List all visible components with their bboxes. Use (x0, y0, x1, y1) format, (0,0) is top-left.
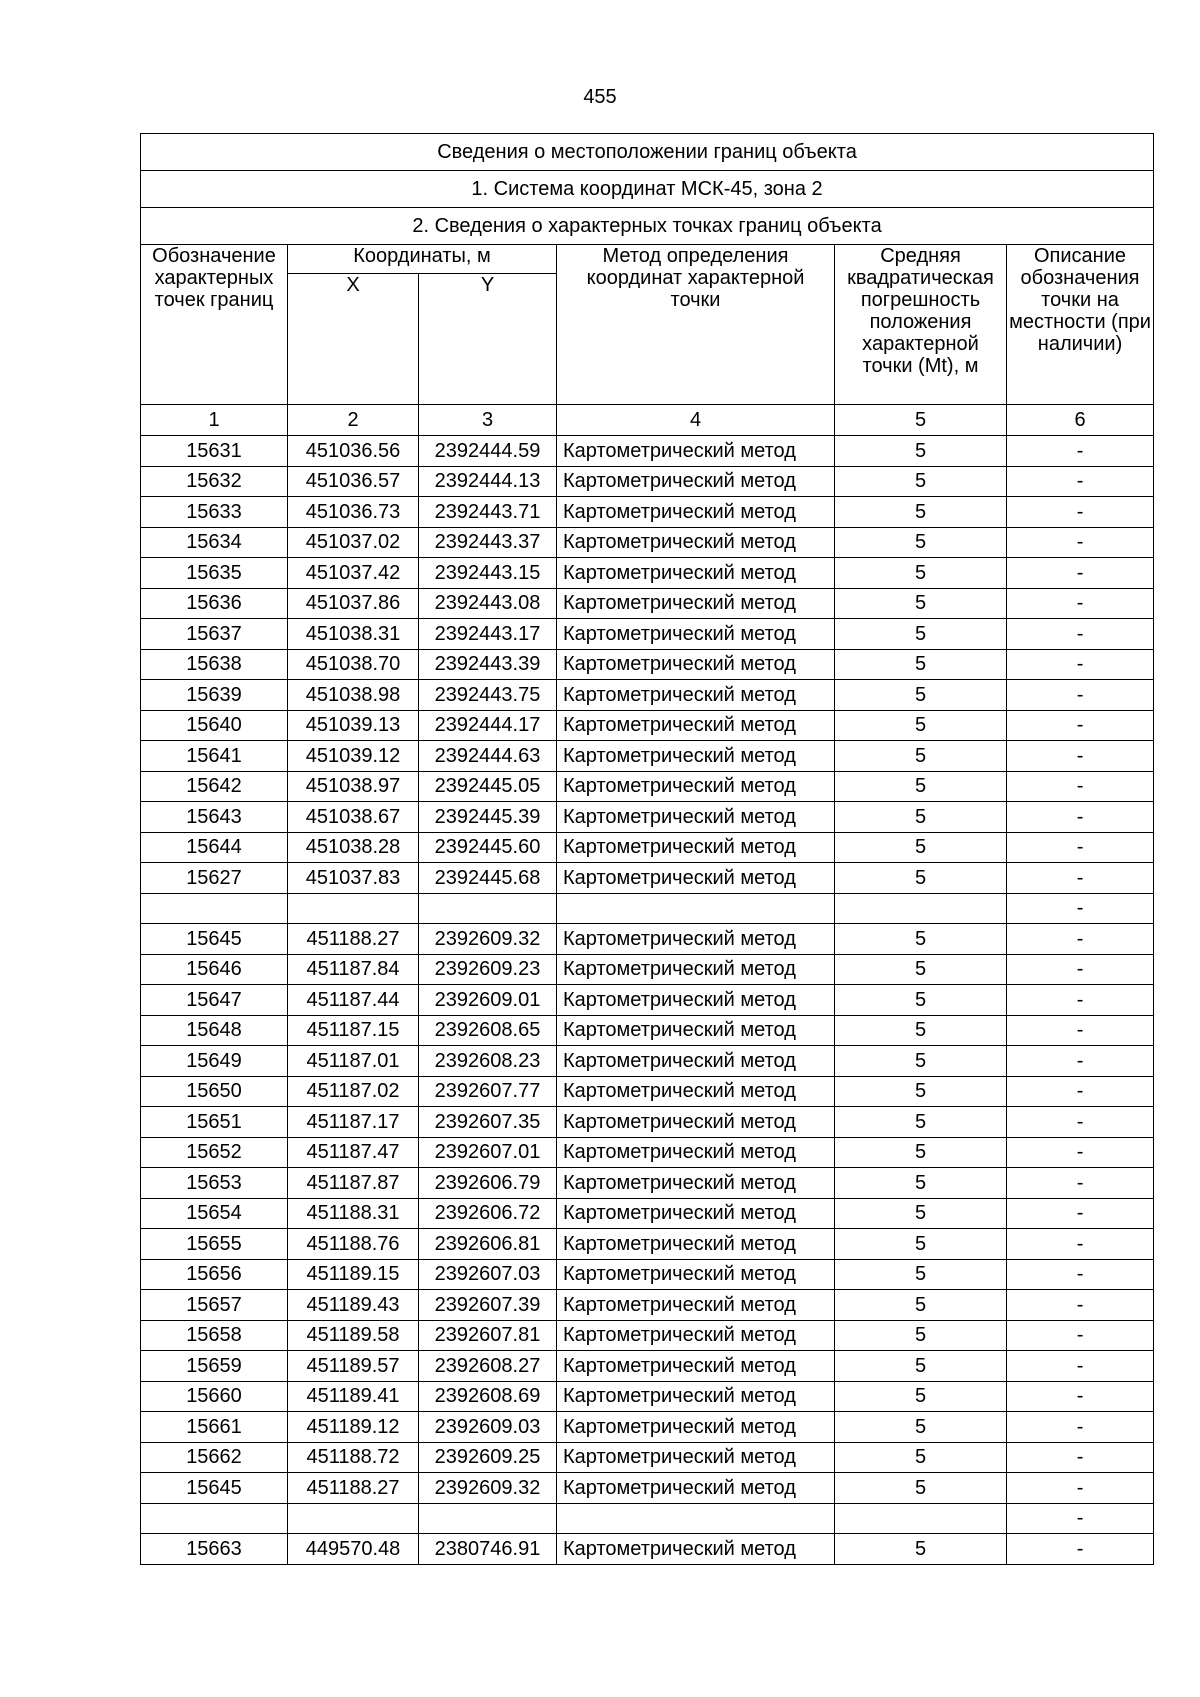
table-row (141, 1412, 1154, 1443)
point-designation: 15660 (141, 1381, 288, 1412)
page-number: 455 (583, 86, 617, 108)
error-mt: 5 (835, 619, 1007, 650)
coord-y: 2392443.39 (419, 649, 557, 680)
table-row (141, 649, 1154, 680)
description: - (1007, 588, 1154, 619)
point-designation: 15661 (141, 1412, 288, 1443)
table-row (141, 1259, 1154, 1290)
coord-y: 2392609.32 (419, 1473, 557, 1504)
coord-x: 451038.67 (288, 802, 419, 833)
error-mt: 5 (835, 832, 1007, 863)
table-row (141, 1442, 1154, 1473)
method: Картометрический метод (557, 863, 835, 894)
table-row (141, 1137, 1154, 1168)
method: Картометрический метод (557, 527, 835, 558)
coord-y: 2392607.03 (419, 1259, 557, 1290)
header-y: Y (419, 274, 557, 405)
column-number: 4 (557, 405, 835, 436)
description: - (1007, 893, 1154, 924)
coord-y: 2392608.69 (419, 1381, 557, 1412)
coord-x: 451189.57 (288, 1351, 419, 1382)
coord-x: 451188.27 (288, 924, 419, 955)
description: - (1007, 802, 1154, 833)
point-designation: 15646 (141, 954, 288, 985)
table-row (141, 1473, 1154, 1504)
point-designation: 15640 (141, 710, 288, 741)
point-designation: 15650 (141, 1076, 288, 1107)
description: - (1007, 1442, 1154, 1473)
description: - (1007, 1381, 1154, 1412)
coord-x: 451187.01 (288, 1046, 419, 1077)
header-designation: Обозначение характерных точек границ (141, 245, 288, 405)
table-title: Сведения о местоположении границ объекта (141, 134, 1154, 171)
coord-x: 451038.70 (288, 649, 419, 680)
error-mt: 5 (835, 1351, 1007, 1382)
point-designation: 15655 (141, 1229, 288, 1260)
point-designation: 15636 (141, 588, 288, 619)
table-row (141, 436, 1154, 467)
method: Картометрический метод (557, 1473, 835, 1504)
error-mt: 5 (835, 771, 1007, 802)
coord-y: 2392444.63 (419, 741, 557, 772)
coord-y: 2392607.01 (419, 1137, 557, 1168)
coord-y: 2392443.17 (419, 619, 557, 650)
table-row (141, 924, 1154, 955)
description: - (1007, 497, 1154, 528)
error-mt: 5 (835, 985, 1007, 1016)
method: Картометрический метод (557, 1107, 835, 1138)
coord-y: 2392609.03 (419, 1412, 557, 1443)
coord-x: 451189.43 (288, 1290, 419, 1321)
table-row (141, 588, 1154, 619)
error-mt: 5 (835, 954, 1007, 985)
error-mt: 5 (835, 1137, 1007, 1168)
method: Картометрический метод (557, 1290, 835, 1321)
table-row (141, 1015, 1154, 1046)
points-section-title: 2. Сведения о характерных точках границ объекта (141, 208, 1154, 245)
coord-y: 2392608.23 (419, 1046, 557, 1077)
description: - (1007, 558, 1154, 589)
coord-y: 2392444.59 (419, 436, 557, 467)
coord-x (288, 893, 419, 924)
point-designation: 15658 (141, 1320, 288, 1351)
column-number: 2 (288, 405, 419, 436)
error-mt: 5 (835, 1046, 1007, 1077)
coord-y: 2392445.39 (419, 802, 557, 833)
method: Картометрический метод (557, 1076, 835, 1107)
error-mt: 5 (835, 741, 1007, 772)
coord-y: 2392609.32 (419, 924, 557, 955)
point-designation: 15641 (141, 741, 288, 772)
coord-y: 2392607.81 (419, 1320, 557, 1351)
coord-y: 2392607.35 (419, 1107, 557, 1138)
coord-x: 451187.17 (288, 1107, 419, 1138)
description: - (1007, 1503, 1154, 1534)
header-error: Средняя квадратическая погрешность положения характерной точки (Mt), м (835, 245, 1007, 405)
description: - (1007, 1320, 1154, 1351)
coord-x: 451188.76 (288, 1229, 419, 1260)
method (557, 1503, 835, 1534)
error-mt: 5 (835, 710, 1007, 741)
description: - (1007, 1412, 1154, 1443)
error-mt: 5 (835, 1473, 1007, 1504)
method (557, 893, 835, 924)
coord-x: 451038.98 (288, 680, 419, 711)
coord-y: 2392443.15 (419, 558, 557, 589)
coord-x (288, 1503, 419, 1534)
header-coordinates: Координаты, м (288, 245, 557, 274)
description: - (1007, 1137, 1154, 1168)
method: Картометрический метод (557, 1229, 835, 1260)
coord-y: 2392607.77 (419, 1076, 557, 1107)
description: - (1007, 1290, 1154, 1321)
point-designation: 15653 (141, 1168, 288, 1199)
coord-y: 2392444.17 (419, 710, 557, 741)
coord-x: 451188.31 (288, 1198, 419, 1229)
coord-x: 449570.48 (288, 1534, 419, 1565)
description: - (1007, 1534, 1154, 1565)
point-designation: 15637 (141, 619, 288, 650)
coord-x: 451037.83 (288, 863, 419, 894)
point-designation: 15651 (141, 1107, 288, 1138)
table-row (141, 466, 1154, 497)
error-mt: 5 (835, 1442, 1007, 1473)
coord-x: 451039.12 (288, 741, 419, 772)
column-number: 1 (141, 405, 288, 436)
table-row (141, 1229, 1154, 1260)
method: Картометрический метод (557, 680, 835, 711)
coord-x: 451188.27 (288, 1473, 419, 1504)
coord-x: 451189.41 (288, 1381, 419, 1412)
table-row (141, 1503, 1154, 1534)
error-mt: 5 (835, 1076, 1007, 1107)
coord-x: 451187.15 (288, 1015, 419, 1046)
error-mt: 5 (835, 863, 1007, 894)
point-designation: 15656 (141, 1259, 288, 1290)
column-number: 5 (835, 405, 1007, 436)
point-designation: 15645 (141, 1473, 288, 1504)
description: - (1007, 863, 1154, 894)
table-row (141, 558, 1154, 589)
column-number-row (141, 405, 1154, 436)
description: - (1007, 1168, 1154, 1199)
description: - (1007, 1046, 1154, 1077)
method: Картометрический метод (557, 1015, 835, 1046)
description: - (1007, 832, 1154, 863)
coord-x: 451189.15 (288, 1259, 419, 1290)
coord-y: 2392443.37 (419, 527, 557, 558)
table-row (141, 1046, 1154, 1077)
error-mt: 5 (835, 1412, 1007, 1443)
coord-y: 2392445.05 (419, 771, 557, 802)
method: Картометрический метод (557, 832, 835, 863)
coord-y (419, 1503, 557, 1534)
coord-y: 2392609.23 (419, 954, 557, 985)
table-row (141, 710, 1154, 741)
method: Картометрический метод (557, 1046, 835, 1077)
method: Картометрический метод (557, 1412, 835, 1443)
table-row (141, 619, 1154, 650)
column-number: 6 (1007, 405, 1154, 436)
table-row (141, 527, 1154, 558)
coord-y: 2392444.13 (419, 466, 557, 497)
description: - (1007, 1229, 1154, 1260)
method: Картометрический метод (557, 954, 835, 985)
error-mt: 5 (835, 1534, 1007, 1565)
coord-y: 2392443.08 (419, 588, 557, 619)
error-mt: 5 (835, 1229, 1007, 1260)
table-row (141, 893, 1154, 924)
coord-y: 2392608.65 (419, 1015, 557, 1046)
description: - (1007, 741, 1154, 772)
point-designation: 15652 (141, 1137, 288, 1168)
point-designation (141, 893, 288, 924)
point-designation: 15663 (141, 1534, 288, 1565)
table-row (141, 741, 1154, 772)
column-number: 3 (419, 405, 557, 436)
description: - (1007, 680, 1154, 711)
point-designation: 15635 (141, 558, 288, 589)
coord-x: 451036.73 (288, 497, 419, 528)
point-designation: 15645 (141, 924, 288, 955)
method: Картометрический метод (557, 1351, 835, 1382)
description: - (1007, 1473, 1154, 1504)
coord-x: 451187.87 (288, 1168, 419, 1199)
method: Картометрический метод (557, 985, 835, 1016)
point-designation: 15647 (141, 985, 288, 1016)
point-designation: 15643 (141, 802, 288, 833)
table-row (141, 1381, 1154, 1412)
table-row (141, 802, 1154, 833)
method: Картометрический метод (557, 619, 835, 650)
error-mt: 5 (835, 1198, 1007, 1229)
method: Картометрический метод (557, 1168, 835, 1199)
point-designation: 15633 (141, 497, 288, 528)
table-subtitle-row (141, 208, 1154, 245)
point-designation: 15639 (141, 680, 288, 711)
table-row (141, 1320, 1154, 1351)
coord-y: 2392607.39 (419, 1290, 557, 1321)
point-designation: 15649 (141, 1046, 288, 1077)
description: - (1007, 436, 1154, 467)
description: - (1007, 985, 1154, 1016)
header-description: Описание обозначения точки на местности (при наличии) (1007, 245, 1154, 405)
table-row (141, 680, 1154, 711)
point-designation: 15654 (141, 1198, 288, 1229)
error-mt: 5 (835, 497, 1007, 528)
error-mt: 5 (835, 680, 1007, 711)
coord-y: 2392608.27 (419, 1351, 557, 1382)
error-mt: 5 (835, 924, 1007, 955)
coord-x: 451038.28 (288, 832, 419, 863)
table-row (141, 1534, 1154, 1565)
method: Картометрический метод (557, 710, 835, 741)
table-row (141, 832, 1154, 863)
description: - (1007, 924, 1154, 955)
description: - (1007, 710, 1154, 741)
description: - (1007, 1198, 1154, 1229)
point-designation (141, 1503, 288, 1534)
table-row (141, 1168, 1154, 1199)
coord-x: 451189.12 (288, 1412, 419, 1443)
point-designation: 15638 (141, 649, 288, 680)
coordinate-system: 1. Система координат МСК-45, зона 2 (141, 171, 1154, 208)
table-body (141, 436, 1154, 1565)
error-mt: 5 (835, 527, 1007, 558)
coord-x: 451038.31 (288, 619, 419, 650)
error-mt: 5 (835, 1168, 1007, 1199)
table-row (141, 954, 1154, 985)
table-row (141, 1107, 1154, 1138)
coord-y: 2392606.72 (419, 1198, 557, 1229)
error-mt: 5 (835, 1107, 1007, 1138)
description: - (1007, 466, 1154, 497)
method: Картометрический метод (557, 588, 835, 619)
point-designation: 15662 (141, 1442, 288, 1473)
table-row (141, 985, 1154, 1016)
coord-x: 451187.02 (288, 1076, 419, 1107)
boundary-points-table (140, 133, 1154, 1565)
table-row (141, 1351, 1154, 1382)
table-row (141, 1198, 1154, 1229)
point-designation: 15659 (141, 1351, 288, 1382)
coord-x: 451038.97 (288, 771, 419, 802)
method: Картометрический метод (557, 436, 835, 467)
table-row (141, 771, 1154, 802)
coord-x: 451039.13 (288, 710, 419, 741)
table-row (141, 1290, 1154, 1321)
method: Картометрический метод (557, 466, 835, 497)
error-mt: 5 (835, 649, 1007, 680)
description: - (1007, 954, 1154, 985)
method: Картометрический метод (557, 1137, 835, 1168)
coord-y: 2392445.68 (419, 863, 557, 894)
error-mt: 5 (835, 1290, 1007, 1321)
point-designation: 15634 (141, 527, 288, 558)
method: Картометрический метод (557, 1381, 835, 1412)
method: Картометрический метод (557, 649, 835, 680)
coord-y: 2392609.25 (419, 1442, 557, 1473)
coord-x: 451037.02 (288, 527, 419, 558)
coord-x: 451187.84 (288, 954, 419, 985)
table-header-row (141, 245, 1154, 274)
coord-x: 451188.72 (288, 1442, 419, 1473)
description: - (1007, 1076, 1154, 1107)
coord-x: 451187.47 (288, 1137, 419, 1168)
error-mt: 5 (835, 466, 1007, 497)
table-subtitle-row (141, 171, 1154, 208)
point-designation: 15631 (141, 436, 288, 467)
description: - (1007, 619, 1154, 650)
description: - (1007, 527, 1154, 558)
description: - (1007, 1107, 1154, 1138)
error-mt: 5 (835, 1381, 1007, 1412)
error-mt: 5 (835, 558, 1007, 589)
method: Картометрический метод (557, 771, 835, 802)
error-mt: 5 (835, 1015, 1007, 1046)
method: Картометрический метод (557, 802, 835, 833)
coord-y: 2380746.91 (419, 1534, 557, 1565)
coord-x: 451037.42 (288, 558, 419, 589)
method: Картометрический метод (557, 924, 835, 955)
description: - (1007, 649, 1154, 680)
table-title-row (141, 134, 1154, 171)
coord-x: 451189.58 (288, 1320, 419, 1351)
point-designation: 15632 (141, 466, 288, 497)
error-mt: 5 (835, 1320, 1007, 1351)
coord-y: 2392443.71 (419, 497, 557, 528)
point-designation: 15648 (141, 1015, 288, 1046)
description: - (1007, 1259, 1154, 1290)
coord-y: 2392445.60 (419, 832, 557, 863)
coord-y: 2392443.75 (419, 680, 557, 711)
error-mt (835, 893, 1007, 924)
description: - (1007, 1351, 1154, 1382)
method: Картометрический метод (557, 497, 835, 528)
method: Картометрический метод (557, 1320, 835, 1351)
table-row (141, 497, 1154, 528)
point-designation: 15642 (141, 771, 288, 802)
error-mt: 5 (835, 436, 1007, 467)
error-mt (835, 1503, 1007, 1534)
coord-x: 451037.86 (288, 588, 419, 619)
coord-x: 451187.44 (288, 985, 419, 1016)
coord-x: 451036.56 (288, 436, 419, 467)
method: Картометрический метод (557, 741, 835, 772)
coord-y: 2392606.81 (419, 1229, 557, 1260)
coord-y: 2392606.79 (419, 1168, 557, 1199)
method: Картометрический метод (557, 1442, 835, 1473)
point-designation: 15644 (141, 832, 288, 863)
method: Картометрический метод (557, 1259, 835, 1290)
point-designation: 15627 (141, 863, 288, 894)
coord-y (419, 893, 557, 924)
header-method: Метод определения координат характерной точки (557, 245, 835, 405)
method: Картометрический метод (557, 1534, 835, 1565)
error-mt: 5 (835, 1259, 1007, 1290)
table-row (141, 1076, 1154, 1107)
description: - (1007, 771, 1154, 802)
coord-x: 451036.57 (288, 466, 419, 497)
method: Картометрический метод (557, 1198, 835, 1229)
description: - (1007, 1015, 1154, 1046)
table-row (141, 863, 1154, 894)
point-designation: 15657 (141, 1290, 288, 1321)
coord-y: 2392609.01 (419, 985, 557, 1016)
method: Картометрический метод (557, 558, 835, 589)
header-x: X (288, 274, 419, 405)
error-mt: 5 (835, 588, 1007, 619)
error-mt: 5 (835, 802, 1007, 833)
